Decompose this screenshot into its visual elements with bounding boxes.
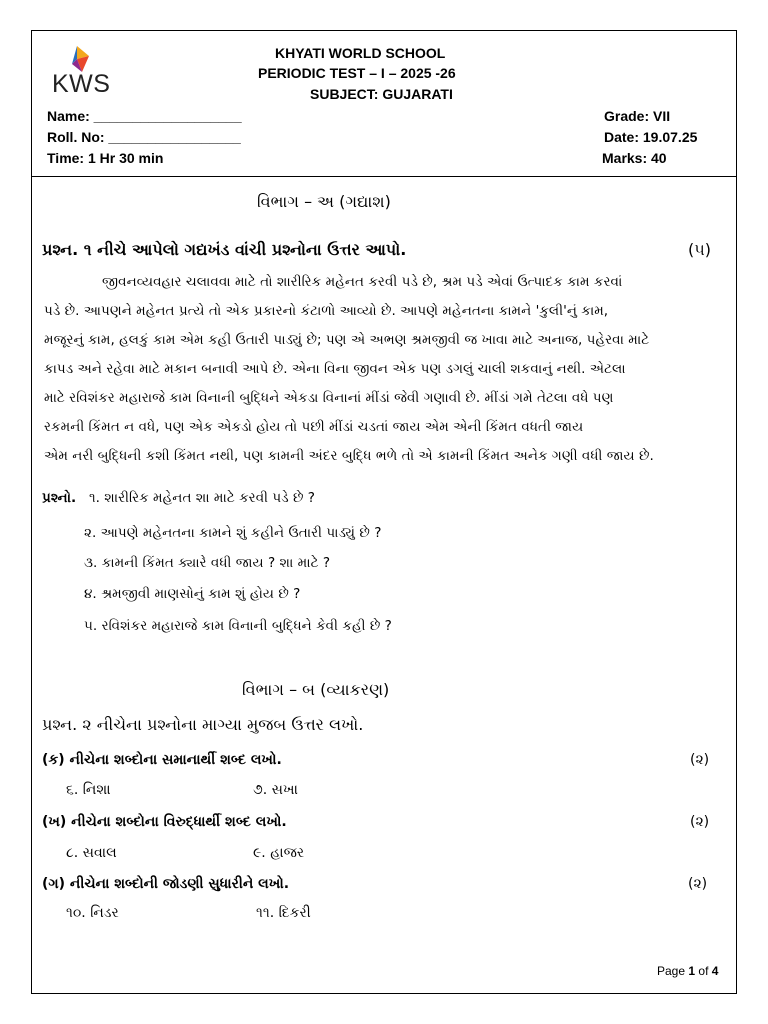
part-kha-item: ૯. હાજર	[253, 845, 305, 861]
test-name: PERIODIC TEST – I – 2025 -26	[258, 65, 456, 81]
part-ga-item: ૧૦. નિડર	[66, 905, 119, 921]
question-item: ૩. કામની કિંમત ક્યારે વધી જાય ? શા માટે ?	[84, 555, 331, 571]
section-b-title: વિભાગ – બ (વ્યાકરણ)	[242, 680, 390, 699]
passage-line: પડે છે. આપણને મહેનત પ્રત્યે તો એક પ્રકારનો કંટાળો આવ્યો છે. આપણે મહેનતના કામને 'કુલી'નું કામ,	[44, 303, 609, 319]
question-item: ૪. શ્રમજીવી માણસોનું કામ શું હોય છે ?	[84, 586, 301, 602]
question-item: ૧. શારીરિક મહેનત શા માટે કરવી પડે છે ?	[89, 490, 316, 506]
logo-text: KWS	[52, 70, 111, 98]
reading-passage	[44, 268, 736, 471]
passage-line: માટે રવિશંકર મહારાજે કામ વિનાની બુદ્ધિને એકડા વિનાનાં મીંડાં જેવી ગણાવી છે. મીંડાં ગમે તેટલા વધે પણ	[44, 390, 614, 406]
part-ka-label: (ક) નીચેના શબ્દોના સમાનાર્થી શબ્દ લખો.	[42, 752, 282, 768]
subject: SUBJECT: GUJARATI	[310, 86, 453, 102]
roll-number-field[interactable]: Roll. No: _________________	[47, 129, 241, 145]
question-1-marks: (૫)	[688, 240, 711, 259]
date-label: Date: 19.07.25	[604, 129, 698, 145]
questions-label: પ્રશ્નો.	[42, 490, 77, 506]
part-ga-item: ૧૧. દિકરી	[256, 905, 311, 921]
page-total: 4	[711, 964, 719, 978]
part-ka-item: ૬. નિશા	[66, 782, 111, 798]
passage-line: જીવનવ્યવહાર ચલાવવા માટે તો શારીરિક મહેનત કરવી પડે છે, શ્રમ પડે એવાં ઉત્પાદક કામ કરવાં	[102, 274, 623, 290]
name-field[interactable]: Name: ___________________	[47, 108, 242, 124]
part-ka-item: ૭. સખા	[253, 782, 298, 798]
passage-line: એમ નરી બુદ્ધિની કશી કિંમત નથી, પણ કામની અંદર બુદ્ધિ ભળે તો એ કામની કિંમત અનેક ગણી વધી જાય છે.	[44, 448, 654, 464]
time-label: Time: 1 Hr 30 min	[47, 150, 164, 166]
marks-label: Marks: 40	[602, 150, 667, 166]
passage-line: કાપડ અને રહેવા માટે મકાન બનાવી આપે છે. એના વિના જીવન એક પણ ડગલું ચાલી શકવાનું નથી. એટલા	[44, 361, 626, 377]
page-number	[657, 964, 718, 978]
school-logo	[52, 44, 112, 100]
grade-label: Grade: VII	[604, 108, 671, 124]
part-ka-marks: (૨)	[690, 752, 710, 768]
passage-line: રકમની કિંમત ન વધે, પણ એક એકડો હોય તો પછી મીંડાં ચડતાં જાય એમ એની કિંમત વધતી જાય	[44, 419, 584, 435]
part-kha-label: (ખ) નીચેના શબ્દોના વિરુદ્ધાર્થી શબ્દ લખો.	[42, 814, 287, 830]
question-1-title: પ્રશ્ન. ૧ નીચે આપેલો ગદ્યખંડ વાંચી પ્રશ્નોના ઉત્તર આપો.	[42, 240, 407, 259]
question-2-title: પ્રશ્ન. ૨ નીચેના પ્રશ્નોના માગ્યા મુજબ ઉત્તર લખો.	[42, 715, 364, 734]
question-item: ૫. રવિશંકર મહારાજે કામ વિનાની બુદ્ધિને કેવી કહી છે ?	[84, 618, 392, 634]
question-item: ૨. આપણે મહેનતના કામને શું કહીને ઉતારી પાડ્યું છે ?	[84, 525, 382, 541]
school-name: KHYATI WORLD SCHOOL	[275, 45, 446, 61]
part-ga-label: (ગ) નીચેના શબ્દોની જોડણી સુધારીને લખો.	[42, 876, 290, 892]
page-of: of	[698, 964, 709, 978]
part-kha-marks: (૨)	[690, 814, 710, 830]
page-prefix: Page	[657, 964, 686, 978]
header-divider	[31, 176, 737, 177]
passage-line: મજૂરનું કામ, હલકું કામ એમ કહી ઉતારી પાડ્યું છે; પણ એ અભણ શ્રમજીવી જ ખાવા માટે અનાજ, પહેરવા માટે	[44, 332, 650, 348]
section-a-title: વિભાગ – અ (ગદ્યાશ)	[257, 192, 391, 211]
page-current: 1	[688, 964, 696, 978]
part-ga-marks: (૨)	[688, 876, 708, 892]
page-border	[31, 30, 737, 994]
part-kha-item: ૮. સવાલ	[66, 845, 117, 861]
